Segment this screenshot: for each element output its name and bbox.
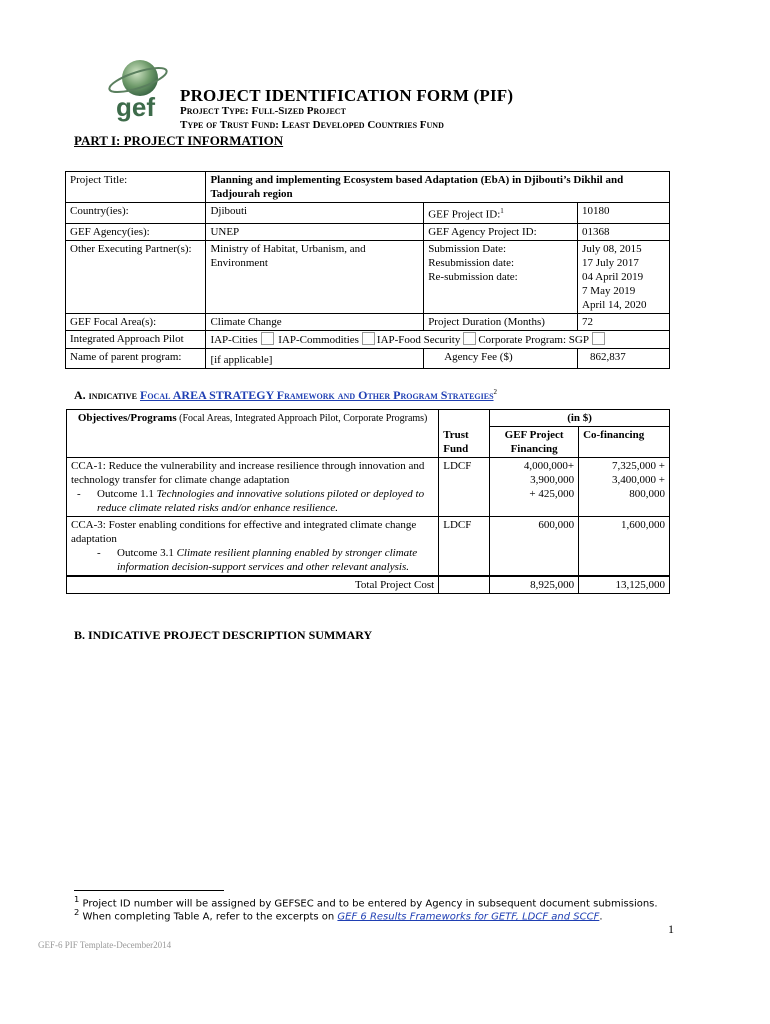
in-dollars-header: (in $)	[490, 410, 670, 427]
duration-label: Project Duration (Months)	[424, 313, 578, 330]
agency-fee-label: Agency Fee ($)	[424, 348, 578, 368]
section-b-heading: B. INDICATIVE PROJECT DESCRIPTION SUMMARY	[74, 628, 373, 642]
agency-project-id: 01368	[578, 223, 670, 240]
table-row	[67, 517, 670, 577]
gef-globe-icon	[104, 56, 172, 122]
cofinancing-cell: 1,600,000	[579, 517, 670, 577]
gef-project-id: 10180	[578, 203, 670, 224]
logo-text: gef	[116, 92, 155, 122]
iap-options: IAP-Cities IAP-Commodities IAP-Food Security Corporate Program: SGP	[206, 330, 670, 348]
footnote-1: $^1$ Project ID number will be assigned by GEFSEC and to be entered by Agency in subsequent document submissions.	[74, 894, 658, 910]
gef-financing-cell: 600,000	[490, 517, 579, 577]
gef-project-id-label: GEF Project ID:$^1$	[424, 203, 578, 224]
trust-fund-cell: LDCF	[439, 517, 490, 577]
objective-cell: CCA-1: Reduce the vulnerability and increase resilience through innovation and technology transfer for climate change adaptation - Outcome 1.1 Technologies and innovative solutions piloted or deployed to reduce climate related risks and/or enhance resilience.	[67, 458, 439, 517]
project-title: Planning and implementing Ecosystem based Adaptation (EbA) in Djibouti’s Dikhil and Tadjourah region	[210, 174, 624, 200]
table-row	[67, 458, 670, 517]
country: Djibouti	[206, 203, 424, 224]
agency-fee: 862,837	[578, 348, 670, 368]
trust-fund-type: Type of Trust Fund: Least Developed Countries Fund	[180, 119, 444, 131]
dates-values: July 08, 2015 17 July 2017 04 April 2019 7 May 2019 April 14, 2020	[578, 240, 670, 313]
footnote-2: $^2$ When completing Table A, refer to the excerpts on GEF 6 Results Frameworks for GETF, LDCF and SCCF.	[74, 907, 603, 923]
objective-cell: CCA-3: Foster enabling conditions for effective and integrated climate change adaptation - Outcome 3.1 Climate resilient planning enabled by stronger climate information decision-support services and other relevant analysis.	[67, 517, 439, 577]
executing-label: Other Executing Partner(s):	[66, 240, 206, 313]
page-title: PROJECT IDENTIFICATION FORM (PIF)	[180, 86, 514, 105]
trust-fund-cell: LDCF	[439, 458, 490, 517]
results-frameworks-link[interactable]: GEF 6 Results Frameworks for GETF, LDCF and SCCF	[337, 911, 600, 923]
agency-label: GEF Agency(ies):	[66, 223, 206, 240]
footnote-divider	[74, 890, 224, 891]
project-title-label: Project Title:	[66, 172, 206, 203]
part1-heading: PART I: PROJECT INFORMATION	[74, 133, 284, 148]
project-info-table	[65, 171, 670, 369]
country-label: Country(ies):	[66, 203, 206, 224]
gef-financing-cell: 4,000,000+ 3,900,000 + 425,000	[490, 458, 579, 517]
parent-label: Name of parent program:	[66, 348, 206, 368]
total-label: Total Project Cost	[67, 576, 439, 594]
focal-area-strategy-table	[66, 409, 670, 594]
section-a-heading: A. indicative Focal AREA STRATEGY Framework and Other Program Strategies$^2$	[74, 388, 498, 402]
project-type: Project Type: Full-Sized Project	[180, 105, 346, 117]
iap-commodities-checkbox[interactable]	[362, 332, 375, 345]
focal-area: Climate Change	[206, 313, 424, 330]
total-row	[67, 576, 670, 594]
iap-food-checkbox[interactable]	[463, 332, 476, 345]
gef-logo	[104, 56, 172, 122]
total-cofinancing: 13,125,000	[579, 576, 670, 594]
iap-cities-checkbox[interactable]	[261, 332, 274, 345]
agency: UNEP	[206, 223, 424, 240]
parent-program: [if applicable]	[206, 348, 424, 368]
cofinancing-header: Co-financing	[579, 427, 670, 458]
executing-partner: Ministry of Habitat, Urbanism, and Environment	[206, 240, 424, 313]
total-gef: 8,925,000	[490, 576, 579, 594]
footer-template: GEF-6 PIF Template-December2014	[38, 940, 172, 950]
page-number: 1	[668, 922, 674, 936]
trust-fund-header: Trust Fund	[439, 410, 490, 458]
cofinancing-cell: 7,325,000 + 3,400,000 + 800,000	[579, 458, 670, 517]
focal-area-strategy-link[interactable]: Focal AREA STRATEGY Framework and Other Program Strategies	[139, 388, 494, 402]
focal-area-label: GEF Focal Area(s):	[66, 313, 206, 330]
corporate-program-checkbox[interactable]	[592, 332, 605, 345]
dates-labels: Submission Date: Resubmission date: Re-submission date:	[424, 240, 578, 313]
gef-financing-header: GEF Project Financing	[490, 427, 579, 458]
agency-project-id-label: GEF Agency Project ID:	[424, 223, 578, 240]
objectives-header: Objectives/Programs (Focal Areas, Integrated Approach Pilot, Corporate Programs)	[67, 410, 439, 458]
duration: 72	[578, 313, 670, 330]
iap-label: Integrated Approach Pilot	[66, 330, 206, 348]
